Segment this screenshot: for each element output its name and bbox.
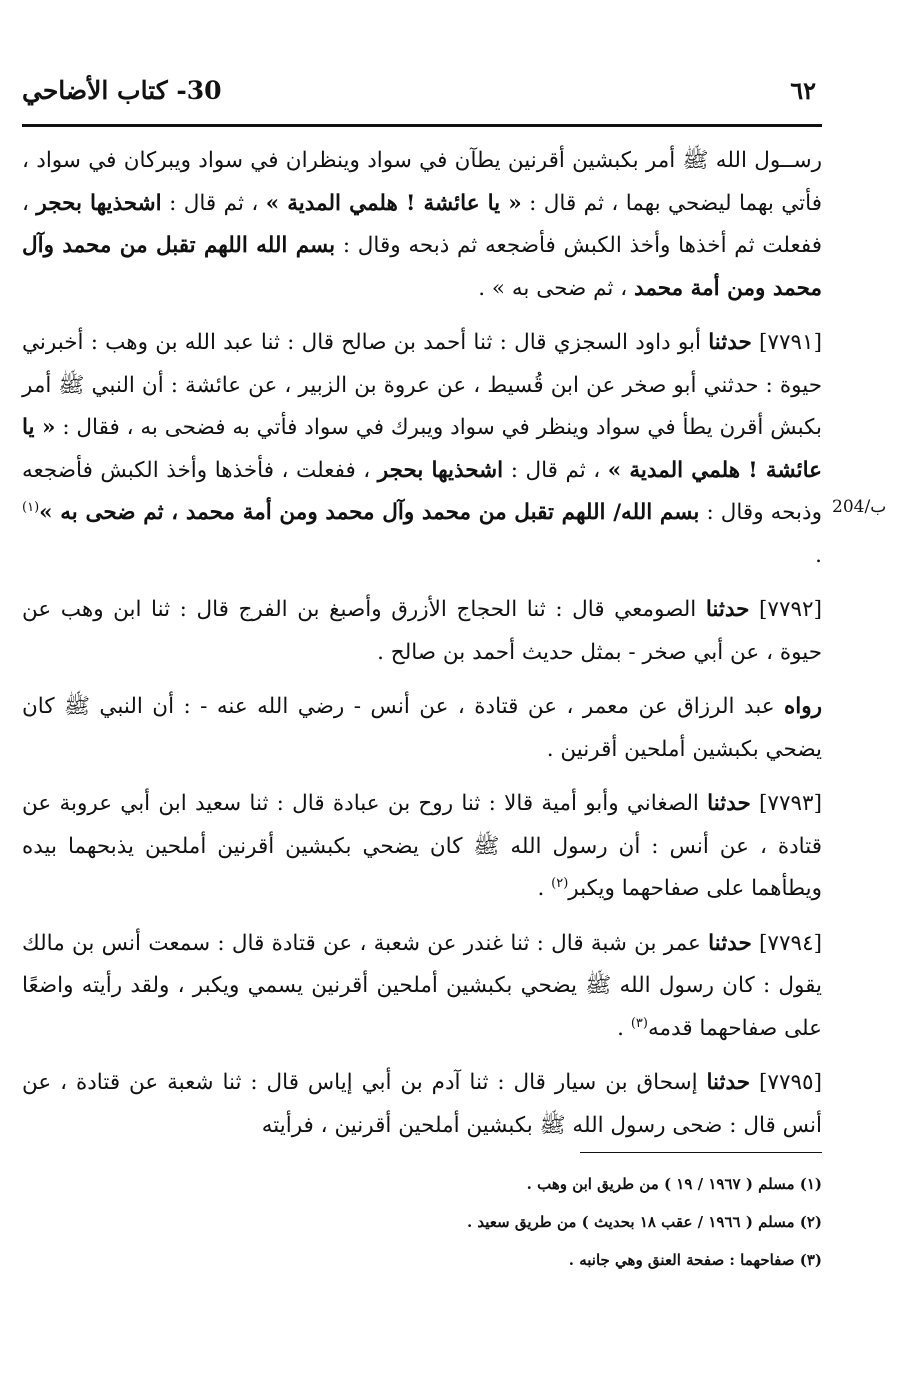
footnote-ref: (٣) — [630, 1015, 648, 1031]
text-segment: . — [617, 1015, 631, 1041]
page-header — [22, 74, 822, 120]
bold-text: بسم الله اللهم تقبل من محمد وآل محمد ومن أمة محمد — [22, 233, 822, 301]
header-divider — [22, 124, 822, 127]
main-text — [22, 140, 822, 1159]
text-segment: عبد الرزاق عن معمر ، عن قتادة ، عن أنس - رضي الله عنه - : أن النبي ﷺ كان يضحي بكبشين أملحين أقرنين . — [22, 694, 822, 762]
bold-text: « يا عائشة ! هلمي المدية » — [22, 415, 822, 483]
bold-text: « يا عائشة ! هلمي المدية » — [265, 190, 522, 216]
text-segment: ، ثم قال : — [503, 457, 608, 483]
footnote-3: (٣) صفاحهما : صفحة العنق وهي جانبه . — [568, 1251, 822, 1269]
bold-text: حدثنا — [705, 597, 750, 622]
text-segment: ، ففعلت ، فأخذها وأخذ الكبش فأضجعه وذبحه وقال : — [22, 457, 822, 525]
footnote-2: (٢) مسلم ( ١٩٦٦ / عقب ١٨ بحديث ) من طريق سعيد . — [466, 1213, 822, 1231]
text-segment: الصغاني وأبو أمية قالا : ثنا روح بن عبادة قال : ثنا سعيد ابن أبي عروبة عن قتادة ، عن أنس : أن رسول الله ﷺ كان يضحي بكبشين أقرنين أملحين يذبحهما بيده ويطأهما على صفاحهما ويكبر — [22, 791, 822, 901]
paragraph — [22, 322, 822, 577]
chapter-title: 30- كتاب الأضاحي — [22, 76, 222, 105]
bold-text: بسم الله/ اللهم تقبل من محمد وآل محمد ومن أمة محمد ، ثم ضحى به » — [39, 500, 700, 525]
bold-text: اشحذيها بحجر — [36, 190, 162, 216]
footnotes — [22, 1165, 822, 1279]
text-segment: [٧٧٩٢] — [749, 597, 822, 622]
text-segment: [٧٧٩٤] — [751, 930, 823, 956]
text-segment: [٧٧٩٥] — [750, 1070, 822, 1095]
bold-text: حدثنا — [708, 930, 752, 956]
text-segment: [٧٧٩١] — [751, 330, 822, 355]
text-segment: . — [815, 542, 822, 568]
bold-text: رواه — [783, 694, 822, 719]
text-segment: رســول الله ﷺ أمر بكبشين أقرنين يطآن في سواد وينظران في سواد ويبركان في سواد ، فأتي بهما ليضحي بهما ، ثم قال : — [22, 148, 822, 216]
paragraph — [22, 686, 822, 771]
text-segment: ، ثم ضحى به » . — [478, 275, 635, 301]
manuscript-folio-note: 204/ب — [832, 497, 887, 517]
footnote-divider — [580, 1152, 822, 1153]
paragraph — [22, 923, 822, 1051]
footnote-ref: (١) — [22, 499, 40, 515]
paragraph — [22, 1062, 822, 1147]
bold-text: اشحذيها بحجر — [377, 457, 504, 483]
text-segment: إسحاق بن سيار قال : ثنا آدم بن أبي إياس قال : ثنا شعبة عن قتادة ، عن أنس قال : ضحى رسول الله ﷺ بكبشين أملحين أقرنين ، فرأيته — [22, 1070, 822, 1138]
paragraph — [22, 589, 822, 674]
text-segment: ، ثم قال : — [161, 190, 266, 216]
text-segment: عمر بن شبة قال : ثنا غندر عن شعبة ، عن قتادة قال : سمعت أنس بن مالك يقول : كان رسول الله ﷺ يضحي بكبشين أملحين أقرنين يسمي ويكبر ، ولقد رأيته واضعًا على صفاحهما قدمه — [22, 930, 822, 1041]
paragraph — [22, 140, 822, 310]
text-segment: [٧٧٩٣] — [750, 791, 822, 816]
bold-text: حدثنا — [707, 791, 751, 816]
footnote-ref: (٢) — [551, 875, 569, 891]
page-number: ٦٢ — [790, 76, 816, 105]
text-segment: أبو داود السجزي قال : ثنا أحمد بن صالح قال : ثنا عبد الله بن وهب : أخبرني حيوة : حدثني أبو صخر عن ابن قُسيط ، عن عروة بن الزبير ، عن عائشة : أن النبي ﷺ أمر بكبش أقرن يطأ في سواد وينظر في سواد ويبرك في سواد فأتي به فضحى به ، فقال : — [22, 330, 822, 440]
bold-text: حدثنا — [706, 1070, 751, 1095]
footnote-1: (١) مسلم ( ١٩٦٧ / ١٩ ) من طريق ابن وهب . — [526, 1175, 822, 1193]
bold-text: حدثنا — [708, 330, 752, 355]
text-segment: ، ففعلت ثم أخذها وأخذ الكبش فأضجعه ثم ذبحه وقال : — [22, 190, 823, 258]
paragraph — [22, 783, 822, 911]
text-segment: الصومعي قال : ثنا الحجاج الأزرق وأصبغ بن الفرج قال : ثنا ابن وهب عن حيوة ، عن أبي صخر - بمثل حديث أحمد بن صالح . — [22, 597, 822, 665]
text-segment: . — [537, 876, 552, 901]
